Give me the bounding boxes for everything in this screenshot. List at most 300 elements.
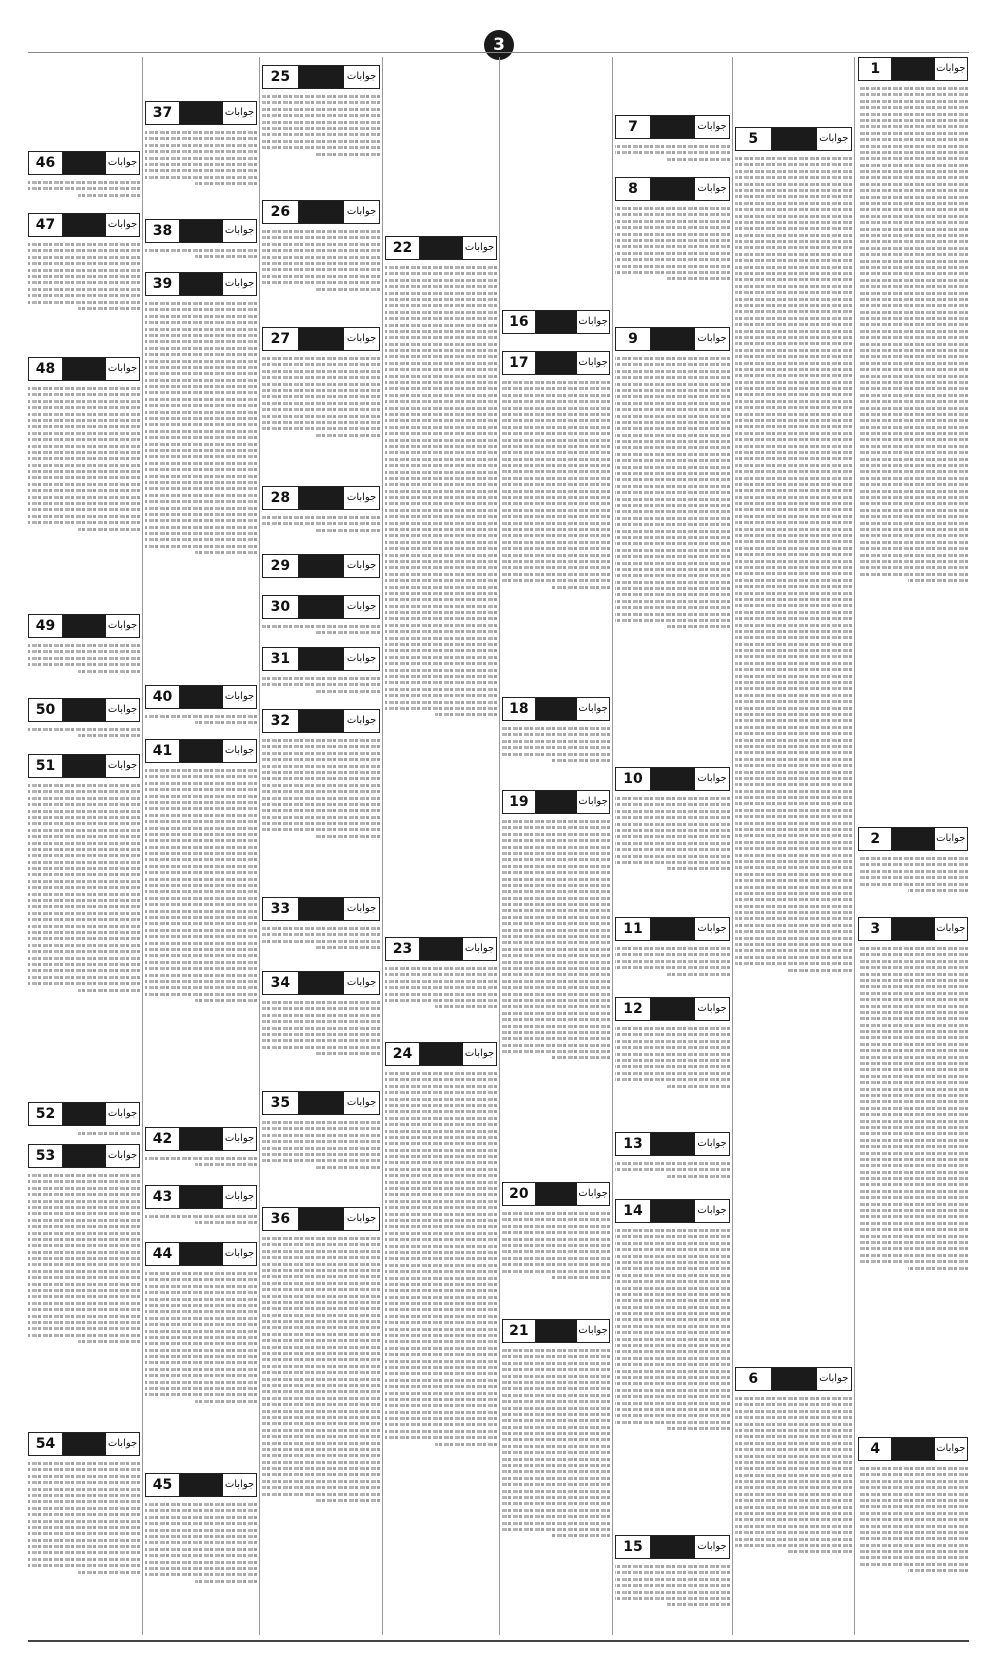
text-line — [615, 427, 730, 430]
text-line — [195, 1221, 257, 1224]
answer-body-text — [145, 712, 257, 734]
text-line — [858, 1171, 968, 1174]
answer-body-text — [262, 1234, 380, 1630]
text-line — [858, 279, 968, 282]
text-line — [145, 878, 257, 881]
text-line — [385, 675, 497, 678]
answer-block — [145, 101, 257, 215]
text-line — [502, 935, 610, 938]
text-line — [145, 1554, 257, 1557]
text-line — [28, 406, 140, 409]
text-line — [28, 1558, 140, 1561]
text-line — [735, 560, 852, 563]
text-line — [858, 1100, 968, 1103]
answer-block — [145, 739, 257, 1123]
text-line — [145, 807, 257, 810]
text-line — [615, 1312, 730, 1315]
text-line — [858, 138, 968, 141]
text-line — [28, 502, 140, 505]
text-line — [385, 522, 497, 525]
answer-number: 47 — [29, 214, 63, 236]
text-line — [858, 998, 968, 1001]
text-line — [262, 1416, 380, 1419]
text-line — [145, 340, 257, 343]
text-line — [615, 1046, 730, 1049]
text-line — [262, 427, 380, 430]
answer-body-text — [145, 1212, 257, 1237]
answer-label: جوابات — [936, 833, 966, 844]
text-line — [28, 1539, 140, 1542]
text-line — [28, 400, 140, 403]
answer-header — [145, 219, 257, 243]
text-line — [28, 1334, 140, 1337]
text-line — [385, 272, 497, 275]
answer-block — [385, 1042, 497, 1631]
answer-header — [615, 177, 730, 201]
answer-body-text — [28, 240, 140, 352]
text-line — [28, 1295, 140, 1298]
text-line — [145, 1393, 257, 1396]
text-line — [28, 931, 140, 934]
text-line — [735, 464, 852, 467]
text-line — [145, 897, 257, 900]
text-line — [615, 213, 730, 216]
header-black-bar — [299, 1208, 344, 1230]
text-line — [28, 243, 140, 246]
text-line — [502, 579, 610, 582]
text-column — [615, 57, 730, 1635]
answer-block — [502, 1319, 610, 1631]
answer-body-text — [385, 964, 497, 1037]
text-line — [502, 1368, 610, 1371]
text-line — [908, 889, 969, 892]
answer-number: 31 — [263, 648, 299, 670]
text-line — [502, 573, 610, 576]
answer-number: 8 — [616, 178, 651, 200]
text-line — [735, 163, 852, 166]
text-line — [615, 434, 730, 437]
text-line — [315, 835, 380, 838]
text-line — [28, 515, 140, 518]
text-line — [195, 551, 257, 554]
text-line — [615, 1338, 730, 1341]
text-line — [502, 477, 610, 480]
text-line — [385, 1123, 497, 1126]
text-line — [615, 220, 730, 223]
text-line — [385, 1264, 497, 1267]
answer-label: جوابات — [346, 333, 377, 344]
text-line — [195, 182, 257, 185]
text-line — [735, 1538, 852, 1541]
text-line — [858, 375, 968, 378]
text-line — [858, 106, 968, 109]
answer-number: 21 — [503, 1320, 536, 1342]
text-line — [28, 432, 140, 435]
text-line — [145, 961, 257, 964]
text-line — [735, 400, 852, 403]
text-line — [735, 298, 852, 301]
answer-body-text — [615, 204, 730, 322]
text-line — [262, 1250, 380, 1253]
answer-header — [502, 1182, 610, 1206]
text-line — [735, 579, 852, 582]
text-line — [502, 954, 610, 957]
answer-label: جوابات — [107, 620, 138, 631]
text-line — [735, 866, 852, 869]
text-line — [502, 522, 610, 525]
text-line — [858, 863, 968, 866]
text-line — [28, 918, 140, 921]
text-line — [502, 1451, 610, 1454]
text-line — [735, 272, 852, 275]
header-black-bar — [63, 755, 106, 777]
text-line — [28, 1494, 140, 1497]
text-line — [315, 631, 380, 634]
text-line — [858, 1017, 968, 1020]
text-line — [858, 317, 968, 320]
answer-body-text — [858, 84, 968, 822]
text-line — [502, 1509, 610, 1512]
text-line — [28, 496, 140, 499]
header-black-bar — [651, 178, 695, 200]
text-line — [858, 145, 968, 148]
text-line — [385, 483, 497, 486]
text-line — [28, 969, 140, 972]
text-line — [735, 349, 852, 352]
answer-number: 22 — [386, 237, 420, 259]
text-line — [615, 1078, 730, 1081]
text-line — [858, 215, 968, 218]
answer-body-text — [615, 944, 730, 992]
text-line — [858, 947, 968, 950]
text-line — [28, 803, 140, 806]
answer-label: جوابات — [107, 363, 138, 374]
answer-block — [262, 1091, 380, 1203]
answer-block — [28, 1432, 140, 1631]
text-line — [28, 1462, 140, 1465]
text-line — [908, 579, 969, 582]
answer-label: جوابات — [578, 1188, 608, 1199]
text-column — [735, 57, 852, 1635]
text-line — [502, 541, 610, 544]
answer-header — [145, 685, 257, 709]
text-line — [385, 375, 497, 378]
text-line — [145, 150, 257, 153]
text-line — [858, 221, 968, 224]
text-line — [735, 707, 852, 710]
answer-label: جوابات — [346, 903, 377, 914]
text-line — [615, 549, 730, 552]
text-line — [735, 195, 852, 198]
text-line — [502, 394, 610, 397]
answer-label: جوابات — [346, 560, 377, 571]
text-line — [502, 1458, 610, 1461]
text-line — [735, 943, 852, 946]
text-line — [735, 381, 852, 384]
answer-header — [262, 486, 380, 510]
answer-header — [262, 647, 380, 671]
answer-label: جوابات — [107, 219, 138, 230]
answer-header — [615, 327, 730, 351]
text-line — [735, 879, 852, 882]
text-line — [145, 922, 257, 925]
text-line — [145, 360, 257, 363]
text-line — [735, 368, 852, 371]
text-line — [502, 1005, 610, 1008]
text-line — [858, 426, 968, 429]
text-line — [315, 434, 380, 437]
answer-label: جوابات — [224, 225, 255, 236]
text-line — [28, 905, 140, 908]
text-line — [502, 509, 610, 512]
text-line — [78, 1571, 140, 1574]
answer-block — [28, 698, 140, 750]
text-line — [78, 307, 140, 310]
answer-block — [735, 1367, 852, 1631]
text-line — [385, 1366, 497, 1369]
text-line — [385, 1270, 497, 1273]
answer-header — [858, 1437, 968, 1461]
text-line — [615, 1065, 730, 1068]
answer-block — [145, 1127, 257, 1181]
text-line — [735, 215, 852, 218]
text-line — [262, 1046, 380, 1049]
text-line — [858, 1550, 968, 1553]
answer-block — [615, 917, 730, 993]
text-line — [28, 413, 140, 416]
text-line — [385, 509, 497, 512]
header-black-bar — [772, 128, 817, 150]
text-line — [615, 1053, 730, 1056]
text-line — [735, 572, 852, 575]
text-line — [502, 464, 610, 467]
answer-body-text — [28, 384, 140, 609]
text-line — [262, 803, 380, 806]
text-line — [385, 1085, 497, 1088]
text-line — [858, 413, 968, 416]
text-line — [385, 1117, 497, 1120]
answer-body-text — [385, 1069, 497, 1630]
text-line — [615, 1363, 730, 1366]
text-line — [28, 1180, 140, 1183]
text-line — [615, 581, 730, 584]
answer-body-text — [858, 1464, 968, 1630]
text-line — [502, 1381, 610, 1384]
text-line — [502, 1244, 610, 1247]
text-line — [262, 408, 380, 411]
answer-header — [385, 1042, 497, 1066]
text-line — [735, 189, 852, 192]
text-line — [145, 1215, 257, 1218]
text-line — [667, 1085, 730, 1088]
text-line — [615, 613, 730, 616]
text-line — [502, 1528, 610, 1531]
text-line — [858, 1222, 968, 1225]
text-line — [435, 1005, 497, 1008]
text-line — [615, 1344, 730, 1347]
text-line — [735, 1442, 852, 1445]
text-line — [667, 158, 730, 161]
header-black-bar — [63, 214, 106, 236]
text-line — [145, 1541, 257, 1544]
text-line — [145, 1561, 257, 1564]
answer-label: جوابات — [578, 316, 608, 327]
text-line — [385, 1315, 497, 1318]
header-black-bar — [299, 710, 344, 732]
text-line — [502, 1349, 610, 1352]
text-line — [735, 553, 852, 556]
answer-header — [262, 595, 380, 619]
text-line — [385, 432, 497, 435]
text-line — [735, 739, 852, 742]
answer-block — [858, 57, 968, 823]
text-line — [735, 419, 852, 422]
text-line — [502, 820, 610, 823]
text-line — [615, 408, 730, 411]
text-line — [502, 470, 610, 473]
text-line — [262, 140, 380, 143]
text-line — [145, 532, 257, 535]
text-line — [262, 275, 380, 278]
text-line — [735, 930, 852, 933]
text-line — [502, 1426, 610, 1429]
answer-block — [262, 897, 380, 967]
answer-label: جوابات — [107, 157, 138, 168]
text-line — [858, 502, 968, 505]
text-line — [262, 370, 380, 373]
text-line — [858, 183, 968, 186]
text-line — [145, 513, 257, 516]
text-column — [385, 57, 497, 1635]
text-line — [78, 989, 140, 992]
text-line — [735, 1403, 852, 1406]
answer-header — [145, 739, 257, 763]
text-line — [145, 379, 257, 382]
answer-block — [262, 486, 380, 550]
text-line — [385, 617, 497, 620]
text-line — [385, 999, 497, 1002]
text-line — [858, 93, 968, 96]
answer-number: 39 — [146, 273, 180, 295]
text-line — [262, 1397, 380, 1400]
text-line — [385, 1200, 497, 1203]
text-line — [858, 522, 968, 525]
text-line — [615, 478, 730, 481]
answer-number: 20 — [503, 1183, 536, 1205]
answer-header — [145, 1242, 257, 1266]
text-line — [858, 407, 968, 410]
text-line — [195, 255, 257, 258]
text-line — [385, 1245, 497, 1248]
text-line — [28, 1263, 140, 1266]
text-line — [502, 746, 610, 749]
answer-body-text — [262, 92, 380, 195]
text-line — [145, 391, 257, 394]
text-line — [615, 855, 730, 858]
text-line — [385, 681, 497, 684]
text-line — [858, 349, 968, 352]
text-line — [385, 605, 497, 608]
text-line — [615, 1235, 730, 1238]
text-line — [262, 758, 380, 761]
text-line — [502, 993, 610, 996]
text-line — [788, 969, 852, 972]
text-line — [735, 1480, 852, 1483]
text-line — [28, 1513, 140, 1516]
text-line — [858, 304, 968, 307]
answer-number: 19 — [503, 791, 536, 813]
text-line — [28, 249, 140, 252]
answer-body-text — [145, 299, 257, 680]
text-line — [858, 458, 968, 461]
text-line — [735, 771, 852, 774]
answer-header — [262, 1091, 380, 1115]
text-line — [262, 101, 380, 104]
text-line — [735, 1416, 852, 1419]
text-line — [385, 298, 497, 301]
text-line — [28, 657, 140, 660]
text-line — [858, 573, 968, 576]
answer-block — [502, 1182, 610, 1315]
answer-header — [262, 327, 380, 351]
text-line — [615, 593, 730, 596]
text-line — [145, 398, 257, 401]
header-black-bar — [651, 116, 695, 138]
text-line — [735, 413, 852, 416]
text-line — [667, 1603, 730, 1606]
text-line — [735, 719, 852, 722]
text-line — [735, 917, 852, 920]
text-line — [858, 1024, 968, 1027]
text-line — [28, 1219, 140, 1222]
text-line — [385, 439, 497, 442]
text-line — [145, 1516, 257, 1519]
text-line — [615, 523, 730, 526]
answer-body-text — [502, 817, 610, 1177]
text-line — [735, 387, 852, 390]
text-line — [145, 449, 257, 452]
text-line — [145, 769, 257, 772]
answer-number: 32 — [263, 710, 299, 732]
header-black-bar — [180, 273, 223, 295]
text-line — [858, 419, 968, 422]
text-line — [858, 1005, 968, 1008]
text-line — [735, 1506, 852, 1509]
text-line — [858, 1036, 968, 1039]
text-line — [615, 510, 730, 513]
text-line — [502, 890, 610, 893]
text-line — [502, 1496, 610, 1499]
answer-number: 28 — [263, 487, 299, 509]
text-line — [858, 883, 968, 886]
text-line — [615, 1072, 730, 1075]
text-line — [385, 1353, 497, 1356]
text-line — [262, 1269, 380, 1272]
answer-header — [385, 236, 497, 260]
text-line — [28, 848, 140, 851]
text-line — [385, 490, 497, 493]
text-line — [262, 1467, 380, 1470]
text-line — [262, 1020, 380, 1023]
text-line — [858, 323, 968, 326]
text-line — [615, 1357, 730, 1360]
answer-label: جوابات — [578, 357, 608, 368]
text-line — [735, 905, 852, 908]
text-line — [615, 1299, 730, 1302]
answer-body-text — [502, 1346, 610, 1630]
answer-label: جوابات — [936, 63, 966, 74]
header-black-bar — [180, 1186, 223, 1208]
